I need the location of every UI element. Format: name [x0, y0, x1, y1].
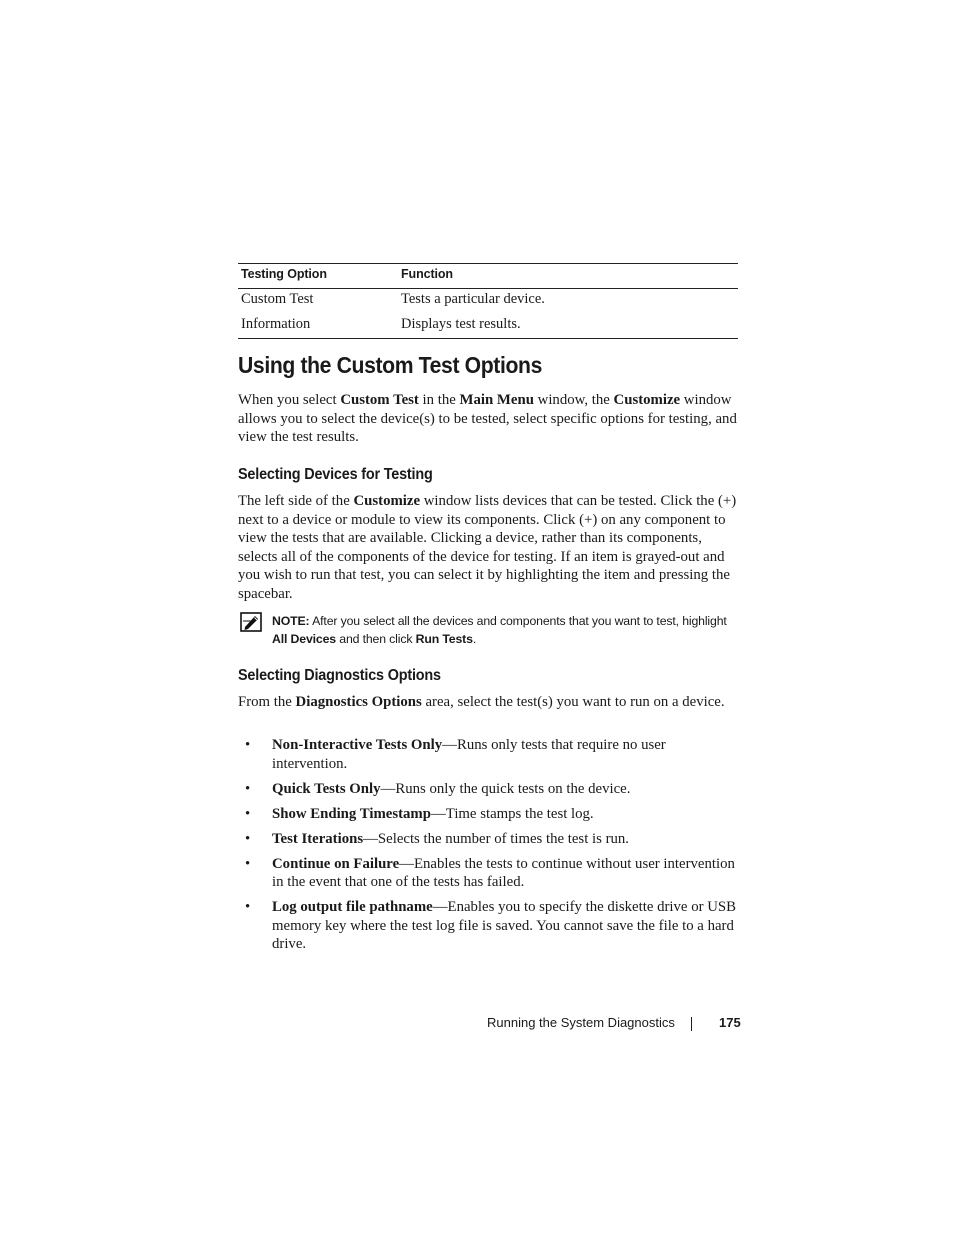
footer-chapter-title: Running the System Diagnostics: [487, 1015, 675, 1030]
list-item: • Test Iterations—Selects the number of times the test is run.: [245, 830, 629, 847]
bold-term: Continue on Failure: [272, 855, 400, 872]
bold-term: Run Tests: [415, 631, 473, 646]
bold-term: Customize: [353, 493, 421, 509]
bullet-icon: •: [245, 737, 251, 753]
bold-term: Customize: [613, 392, 681, 408]
page-number: 175: [719, 1015, 741, 1030]
list-item: • Continue on Failure—Enables the tests to continue without user intervention in the event that one of the tests has failed.: [245, 855, 735, 891]
bold-term: Test Iterations: [272, 830, 364, 847]
bold-term: Non-Interactive Tests Only: [272, 737, 443, 753]
diagnostics-paragraph: From the Diagnostics Options area, select the test(s) you want to run on a device.: [238, 694, 725, 710]
intro-paragraph: When you select Custom Test in the Main Menu window, the Customize window allows you to select the device(s) to be tested, select specific options for testing, and view the test results.: [238, 392, 737, 446]
diagnostics-options-list: [238, 736, 738, 960]
table-cell-function: Displays test results.: [401, 316, 521, 332]
list-item: • Log output file pathname—Enables you to specify the diskette drive or USB memory key where the test log file is saved. You cannot save the file to a hard drive.: [245, 899, 737, 953]
devices-paragraph: The left side of the Customize window lists devices that can be tested. Click the (+) next to a device or module to view its components. Click (+) on any component to view the tests that are available. Clicking a device, rather than its components, selects all of the components of the device for testing. If an item is grayed-out and you wish to run that test, you can select it by highlighting the item and pressing the spacebar.: [238, 493, 737, 602]
bullet-icon: •: [245, 830, 251, 847]
table-header-testing-option: Testing Option: [241, 267, 327, 281]
bullet-icon: •: [245, 855, 251, 872]
table-cell-option: Custom Test: [241, 291, 314, 307]
bold-term: Quick Tests Only: [272, 780, 381, 797]
bold-term: Log output file pathname: [272, 899, 433, 916]
page-title: Using the Custom Test Options: [238, 352, 543, 378]
section-heading-devices: Selecting Devices for Testing: [238, 466, 433, 483]
list-item: • Quick Tests Only—Runs only the quick tests on the device.: [245, 780, 631, 797]
table-cell-option: Information: [241, 316, 311, 332]
bullet-icon: •: [245, 780, 251, 797]
note-text: NOTE: After you select all the devices and components that you want to test, highlight All Devices and then click Run Tests.: [272, 614, 727, 646]
table-header-function: Function: [401, 267, 453, 281]
note-pencil-icon: [240, 612, 262, 632]
list-item: • Non-Interactive Tests Only—Runs only tests that require no user intervention.: [245, 737, 666, 772]
note-label: NOTE:: [272, 614, 310, 628]
bullet-icon: •: [245, 805, 251, 822]
table-bottom-rule: [238, 338, 738, 339]
bold-term: All Devices: [272, 631, 336, 646]
footer-divider: [691, 1017, 692, 1031]
list-item: • Show Ending Timestamp—Time stamps the test log.: [245, 805, 594, 822]
bold-term: Main Menu: [459, 392, 534, 408]
bullet-icon: •: [245, 899, 251, 916]
bold-term: Show Ending Timestamp: [272, 805, 431, 822]
table-header-rule: [238, 288, 738, 289]
table-cell-function: Tests a particular device.: [401, 291, 545, 307]
table-top-rule: [238, 263, 738, 264]
section-heading-diagnostics: Selecting Diagnostics Options: [238, 667, 441, 684]
bold-term: Custom Test: [340, 392, 419, 408]
bold-term: Diagnostics Options: [295, 694, 422, 710]
